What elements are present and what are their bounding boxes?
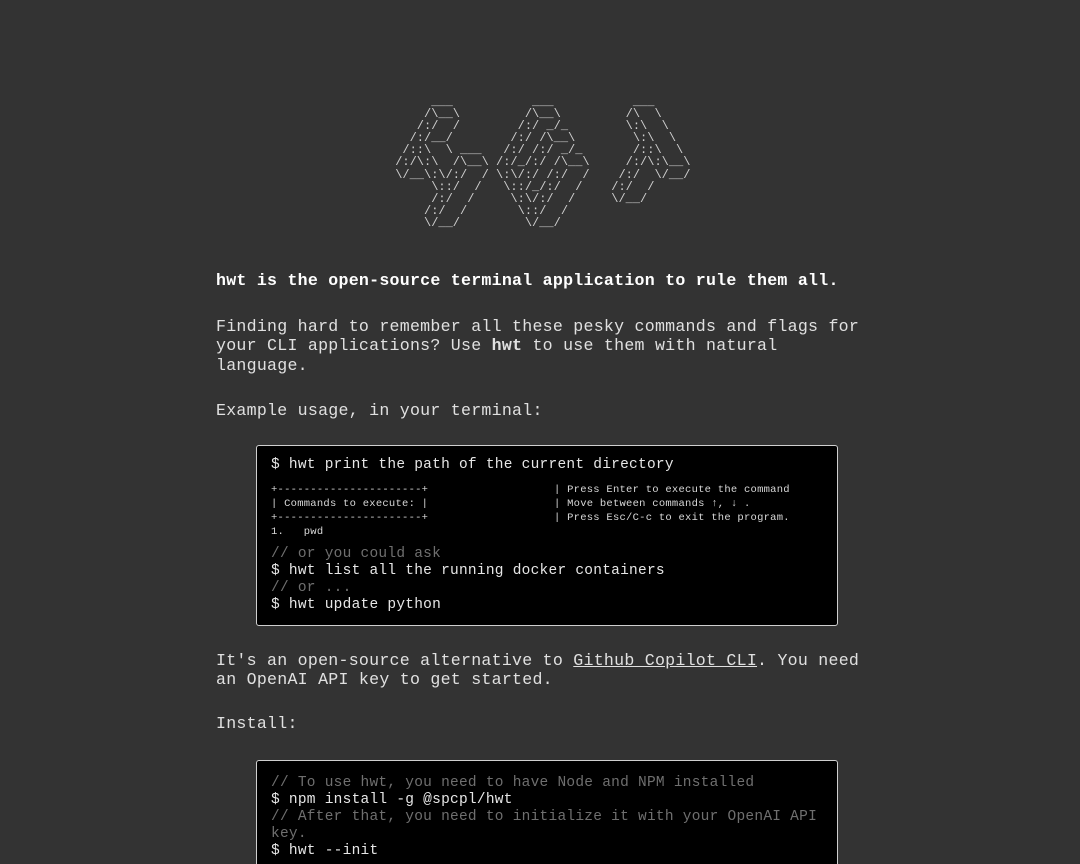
alternative-text-2: . You need an OpenAI API key to get started. (216, 650, 860, 689)
alternative-text-1: It's an open-source alternative to (216, 650, 574, 670)
example-usage-label: Example usage, in your terminal: (216, 401, 543, 420)
example-command-update-python: $ hwt update python (271, 596, 442, 613)
alternative-description (216, 651, 864, 690)
commands-to-execute-box: +----------------------+ | Commands to execute: | +----------------------+ 1. pwd (271, 483, 429, 538)
example-command-docker: $ hwt list all the running docker containers (271, 562, 665, 579)
intro-description (216, 317, 864, 376)
install-command-init: $ hwt --init (271, 843, 379, 859)
keyboard-help-text: | Press Enter to execute the command | Move between commands ↑, ↓ . | Press Esc/C-c to exit the program. (554, 483, 790, 524)
install-comment-node-npm: // To use hwt, you need to have Node and NPM installed (271, 775, 755, 791)
github-copilot-cli-link[interactable]: Github Copilot CLI (573, 650, 758, 670)
main-content (216, 271, 864, 864)
comment-or-you-could-ask: // or you could ask (271, 545, 442, 562)
example-terminal-block (256, 445, 838, 626)
intro-description-text-1: Finding hard to remember all these pesky commands and flags for your CLI applications? Use (216, 316, 860, 355)
comment-or-ellipsis: // or ... (271, 579, 352, 596)
command-menu (271, 483, 837, 539)
headline: hwt is the open-source terminal application to rule them all. (216, 271, 839, 290)
install-label: Install: (216, 713, 298, 733)
install-comment-init: // After that, you need to initialize it with your OpenAI API key. (271, 809, 826, 842)
example-command-print-path: $ hwt print the path of the current directory (271, 456, 674, 473)
install-command-npm: $ npm install -g @spcpl/hwt (271, 792, 513, 808)
hwt-ascii-logo: ___ ___ ___ /\__\ /\__\ /\ \ /:/ / /:/ _/_ \:\ \ /:/__/ /:/ /\__\ \:\ \ /::\ \ ___ /:/ /:/ _/_ /::\ \ /:/\:\ /\__\ /:/_/:/ /\__\ /:/\:\__\ \/__\:\/:/ / \:\/:/ /:/ / /:/ \/__/ \::/ / \::/_/:/ / /:/ / /:/ / \:\/:/ / \/__/ /:/ / \::/ / \/__/ \/__/ (395, 95, 691, 230)
install-terminal-block (256, 760, 838, 864)
intro-description-text-2: to use them with natural language. (216, 336, 778, 375)
intro-description-bold: hwt (491, 336, 523, 355)
